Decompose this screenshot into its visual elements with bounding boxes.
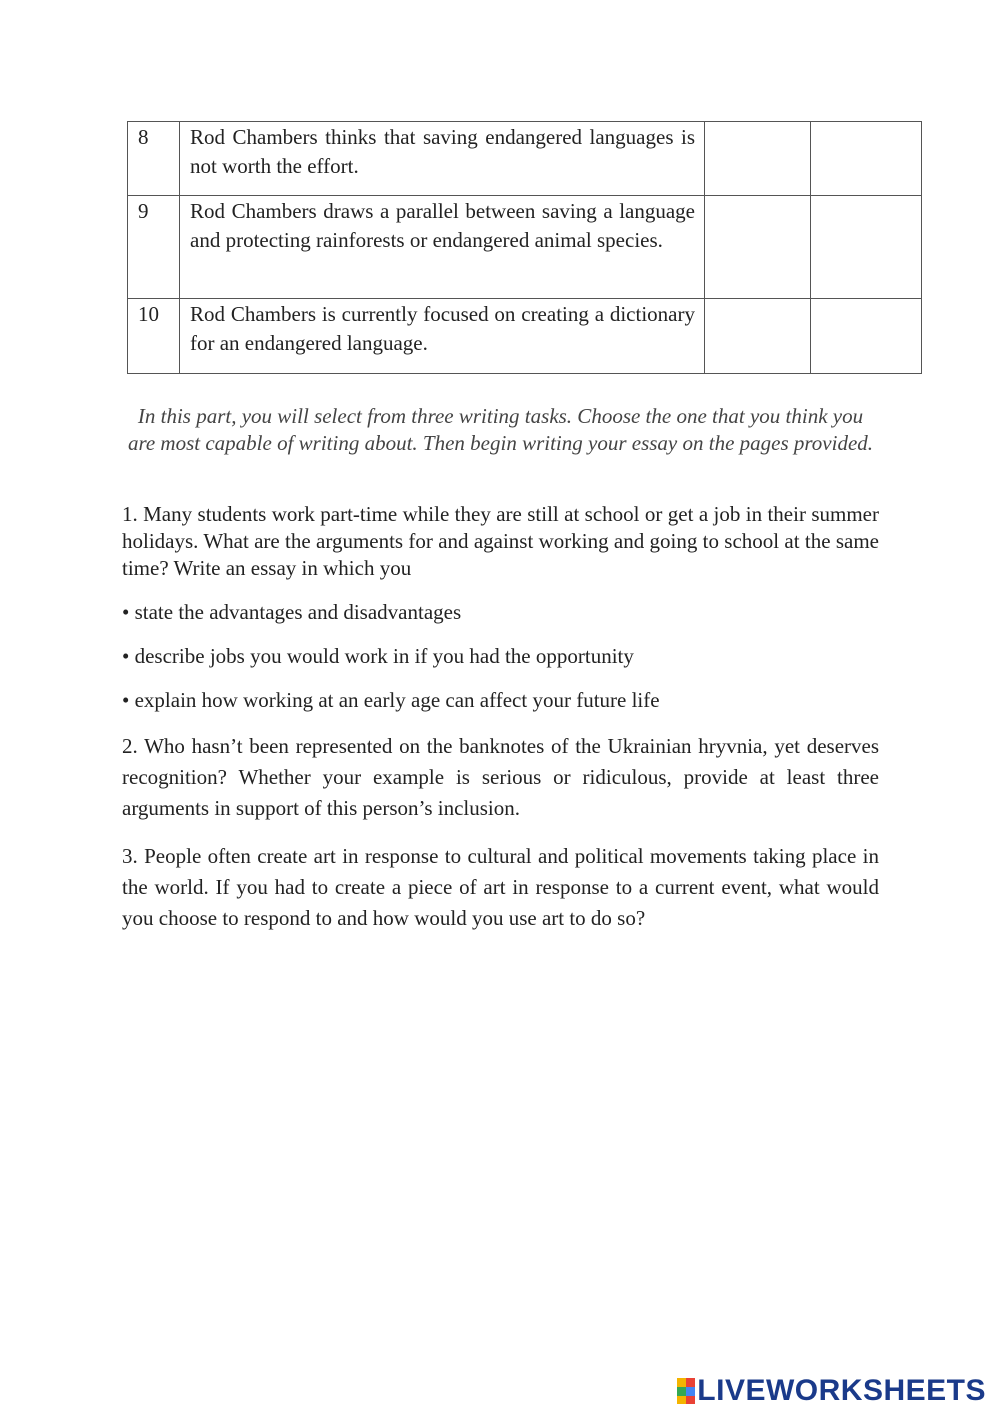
answer-cell-true[interactable] — [705, 122, 811, 196]
writing-task-1: 1. Many students work part-time while they are still at school or get a job in their summer holidays. What are the arguments for and against working and going to school at the same time? Write an essay in which you — [122, 502, 879, 580]
answer-cell-false[interactable] — [811, 196, 922, 299]
table-row — [128, 196, 922, 299]
writing-instructions: In this part, you will select from three writing tasks. Choose the one that you think you are most capable of writing about. Then begin writing your essay on the pages provided. — [127, 404, 874, 455]
logo-tile — [677, 1387, 686, 1396]
row-number: 8 — [128, 122, 180, 196]
liveworksheets-logo-icon — [677, 1378, 695, 1404]
task-1-bullet: • explain how working at an early age can affect your future life — [122, 688, 660, 712]
brand-wordmark: LIVEWORKSHEETS — [697, 1374, 986, 1407]
task-1-bullet: • state the advantages and disadvantages — [122, 600, 462, 624]
answer-cell-true[interactable] — [705, 299, 811, 374]
statements-table — [127, 121, 922, 374]
row-number: 10 — [128, 299, 180, 374]
statement-text: Rod Chambers draws a parallel between saving a language and protecting rainforests or endangered animal species. — [180, 196, 705, 299]
logo-tile — [686, 1387, 695, 1396]
logo-tile — [686, 1396, 695, 1404]
statement-text: Rod Chambers is currently focused on creating a dictionary for an endangered language. — [180, 299, 705, 374]
writing-task-3: 3. People often create art in response to cultural and political movements taking place in the world. If you had to create a piece of art in response to a current event, what would you choose to respond to and how would you use art to do so? — [122, 844, 879, 930]
row-number: 9 — [128, 196, 180, 299]
logo-tile — [686, 1378, 695, 1387]
liveworksheets-brand — [677, 1375, 986, 1407]
answer-cell-true[interactable] — [705, 196, 811, 299]
writing-task-2: 2. Who hasn’t been represented on the banknotes of the Ukrainian hryvnia, yet deserves recognition? Whether your example is serious or ridiculous, provide at least three arguments in support of this person’s inclusion. — [122, 734, 879, 820]
statement-text: Rod Chambers thinks that saving endangered languages is not worth the effort. — [180, 122, 705, 196]
task-1-bullet: • describe jobs you would work in if you had the opportunity — [122, 644, 634, 668]
table-row — [128, 299, 922, 374]
answer-cell-false[interactable] — [811, 122, 922, 196]
logo-tile — [677, 1378, 686, 1387]
logo-tile — [677, 1396, 686, 1404]
answer-cell-false[interactable] — [811, 299, 922, 374]
table-row — [128, 122, 922, 196]
